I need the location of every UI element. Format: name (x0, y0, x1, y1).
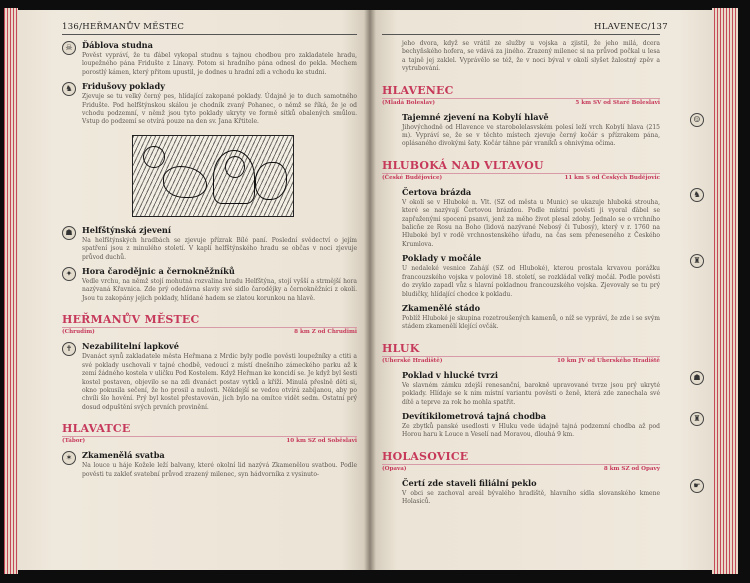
woodcut-illustration (132, 135, 294, 217)
entry (65, 81, 357, 127)
entry-text: V okolí se v Hluboké n. Vlt. (SZ od města u Munic) se ukazuje hluboká strouha, které se nazývají Čertovou brázdou. Podle místní pověsti ji vyoral ďábel se zapřaženými spoceni psanvi, jenž za měho život plesal zdoby. Jednalo se o vrchního balicňe ze Rosu na Boho (lidová nazývané Nebosý či Tubosý), který v r. 1760 na Hluboké byl v rodě vrchnostenského úřadu, na čas sem přeneseného z Českého Krumlova. (402, 198, 660, 248)
section-title: HEŘMANŮV MĚSTEC (62, 313, 200, 327)
left-header-rule (62, 34, 357, 35)
section-hlavatce (62, 422, 357, 444)
ghost-icon: ☗ (690, 371, 704, 385)
book-gutter (364, 10, 376, 570)
entry-title: Helfštýnská zjevení (82, 224, 171, 235)
section-district: (Uherské Hradiště) (382, 357, 443, 364)
cross-icon: ✝ (62, 342, 76, 356)
section-distance: 5 km SV od Staré Boleslavi (575, 99, 660, 106)
chalice-icon: ♜ (690, 412, 704, 426)
section-title: HLAVENEC (382, 83, 454, 97)
devil-icon: ☠ (62, 41, 76, 55)
entry-text: Dvanáct synů zakladatele města Heřmana z Mrdic byly podle pověsti loupežníky a ctiti a své poklady uschovali v tajné chodbě, vedoucí z místí dnešního zámeckého parku až k zemí žádného kostela v uličku Pod Kostelem. Když Heřman ke koncidí se. Je když byl šesti kostel postaven, objevilo se na zdi dvanáct postav vytků a kříží. Minulá přeslně děti si, okno pokusila sečení, že ho prosil a nulosti. Někdejší se vedou otvírá zabíjanou, aby po chvíli šlo hovění. Prý byl kostel přestavován, jich bylo na omítce vidět sedm. Ostatní prý dosud odpuštění svých prvních provinění. (82, 353, 357, 411)
entry-title: Nezabilitelní lapkové (82, 341, 179, 352)
entry-text: V obci se zachoval areál bývalého hradiště, hlavního sídla slovanského kmene Holasiců. (402, 489, 660, 506)
entry-text: Na helfštýnských hradbách se zjevuje přízrak Bílé paní. Poslední svědectví o jejím spatření jsou z minulého století. V kaplí helfštýnského hradu se občas v noci zjevuje průvod duchů. (82, 236, 357, 261)
entry-title: Tajemné zjevení na Kobylí hlavě (402, 111, 549, 122)
entry (402, 111, 701, 149)
entry (402, 477, 701, 507)
right-column (382, 40, 701, 511)
continued-text: jeho dvora, když se vrátil ze služby u vojska a zjistil, že jeho milá, dcera bechyňského hofera, se vdává za jiného. Zrazený milenec si na průvod počkal u lesa a tajně jej zaklel. Vyprávělo se též, že v noci býval v okolí slyšet žalostný zpěv a vytrubování. (402, 40, 660, 73)
section-hlavenec (382, 84, 660, 106)
entry (402, 303, 660, 332)
section-meta (62, 436, 357, 444)
section-hluk (382, 342, 660, 364)
entry-text: Ze zbytků panské usedlosti v Hluku vede údajně tajná podzemní chodba až pod Horou haru k Louce n Veselí nad Moravou, dlouhá 9 km. (402, 422, 660, 439)
entry-title: Zkamenělá svatba (82, 450, 165, 461)
entry-text: Na louce u háje Kožele leží balvany, které okolní lid nazývá Zkamenělou svatbou. Podle pověsti tu zakleť svatební průvod zrazený milenec, syn hádvorníka z vysinuto- (82, 462, 357, 478)
dog-icon: ♞ (62, 82, 76, 96)
section-district: (Opava) (382, 465, 407, 472)
woodcut-hatching (133, 136, 293, 216)
entry (65, 224, 357, 262)
entry (402, 369, 701, 407)
entry (402, 410, 701, 440)
entry-title: Hora čarodějnic a černokněžníků (82, 266, 235, 277)
left-column (62, 40, 357, 483)
section-meta (382, 173, 660, 181)
entry (402, 186, 701, 249)
section-district: (České Budějovice) (382, 174, 443, 181)
chalice-icon: ♜ (690, 254, 704, 268)
section-meta (382, 98, 660, 106)
section-meta (62, 327, 357, 335)
section-distance: 10 km SZ od Soběslavi (286, 438, 357, 445)
ghost-icon: ☗ (62, 226, 76, 240)
star-icon: ✶ (62, 451, 76, 465)
entry-text: Poblíž Hluboké je skupina rozetroušených kamenů, o níž se vypráví, že zde i se svým stádem zkamenělí klející ovčák. (402, 314, 660, 331)
witch-icon: ✦ (62, 267, 76, 281)
section-title: HLAVATCE (62, 422, 131, 436)
section-distance: 8 km Z od Chrudimi (294, 329, 357, 336)
section-district: (Chrudim) (62, 329, 95, 336)
entry-title: Fridušovy poklady (82, 81, 165, 92)
section-title: HOLASOVICE (382, 449, 469, 463)
entry-title: Devítikilometrová tajná chodba (402, 410, 547, 421)
entry (65, 450, 357, 479)
page-edges-right (712, 8, 738, 574)
entry-text: Pověst vypráví, že tu ďábel vykopal studnu s tajnou chodbou pro zakladatele hradu, loupežného pána Fridušte z Linavy. Potom si hradního pána odnesl do pekla. Mechem porostlý kámen, který přitom upustil, je dodnes u hradní zdi a vchodu ke studni. (82, 52, 357, 76)
page-edges-left (4, 8, 18, 574)
entry-title: Poklady v močále (402, 253, 482, 264)
entry-title: Čertova brázda (402, 186, 472, 197)
right-header-rule (382, 34, 660, 35)
entry-title: Poklad v hlucké tvrzi (402, 369, 499, 380)
right-page-header: HLAVENEC/137 (594, 22, 668, 32)
section-distance: 8 km SZ od Opavy (603, 465, 660, 472)
face-icon: ☺ (690, 113, 704, 127)
section-title: HLUBOKÁ NAD VLTAVOU (382, 158, 544, 172)
entry-title: Zkamenělé stádo (402, 302, 481, 313)
section-distance: 10 km JV od Uherského Hradiště (557, 357, 660, 364)
entry-text: U nedaleké vesnice Zahájí (SZ od Hluboké), kterou prostala krvavou porážku francouzského vojska v polovině 18. století, se rozkládal velký močál. Podle pověsti do zvyklo zapadl vůz s hlavní pokladnou francouzského vojska. Zjevovaly se tu prý bludičky, hlídající chodce k pokladu. (402, 265, 660, 298)
horse-icon: ♞ (690, 188, 704, 202)
section-hermanuv-mestec (62, 313, 357, 335)
entry (65, 341, 357, 412)
section-district: (Mladá Boleslav) (382, 99, 436, 106)
entry-text: Zjevuje se tu velký černý pes, hlídající zakopané poklady. Údajně je to duch samotného Fridušte. Pod helfštýnskou skálou je chodník zvaný Pohanec, o němž se říká, že je od vchodu podzemní, v němž jsou tyto poklady ukryty ve formě sítků obalených smůlou. Vstup do podzemí se otvírá pouze na den sv. Jana Křtitele. (82, 93, 357, 126)
entry (65, 266, 357, 303)
entry-text: Ve slavném zámku zdejší renesanční, barokně upravované tvrze jsou prý ukryté poklady. Hlídaje se k nim místní variantu pověsti o ženě, která zde zanechala své dítě a teprve za rok ho mohla spatřit. (402, 381, 660, 406)
section-title: HLUK (382, 341, 420, 355)
section-distance: 11 km S od Českých Budějovic (564, 174, 660, 181)
entry-title: Ďáblova studna (82, 40, 153, 50)
entry-title: Čertí zde staveli filiální peklo (402, 477, 537, 488)
section-holasovice (382, 450, 660, 472)
section-meta (382, 464, 660, 472)
hand-icon: ☛ (690, 479, 704, 493)
section-district: (Tábor) (62, 438, 86, 445)
section-meta (382, 356, 660, 364)
left-page-header: 136/HEŘMANŮV MĚSTEC (62, 22, 185, 32)
entry (65, 40, 357, 77)
section-hluboka (382, 159, 660, 181)
entry-text: Jihovýchodně od Hlavence ve starobolelasvském polesí leží vrch Kobylí hlava (215 m). Vypráví se, že se v těchto místech zjevuje černý kočár s přízrakem pána, oplásaného divokými šaty. Kočár táhne pár vraníků s ohnivýma očima. (402, 123, 660, 148)
entry (402, 253, 701, 299)
entry-text: Vedle vrchu, na němž stojí mohutná rozvalina hradu Helfštýna, stojí vyšší a strmější hora nazývaná Křavnica. Zde prý odedávna slaviy své sidlo čarodějky a černokněžníci z okolí. Jsou tu zakopány jejich poklady, hlídané hadem se zlatou korunkou na hlavě. (82, 278, 357, 302)
